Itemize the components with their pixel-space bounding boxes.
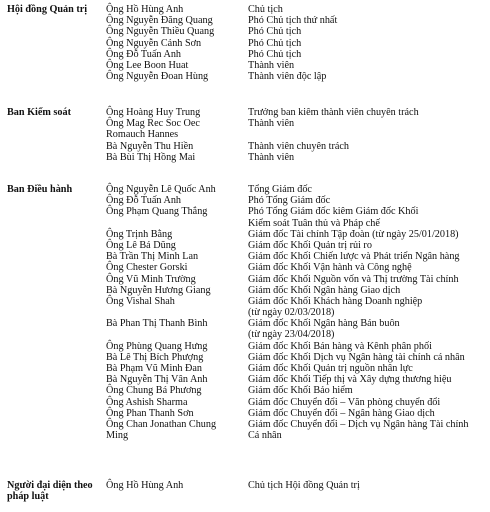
member-role: Thành viên độc lập — [248, 71, 327, 83]
member-role: Giám đốc Chuyển đổi – Văn phòng chuyển đổi — [248, 396, 441, 408]
member-role: Giám đốc Chuyển đổi – Ngân hàng Giao dịch — [248, 407, 435, 419]
member-role: Giám đốc Khối Ngân hàng Giao dịch — [248, 284, 401, 296]
member-name: Bà Nguyễn Hương Giang — [106, 284, 211, 296]
member-role: Thành viên chuyên trách — [248, 140, 349, 152]
member-row — [106, 262, 486, 273]
member-name: Ông Chester Gorski — [106, 262, 188, 274]
member-name: Ông Hoàng Huy Trung — [106, 107, 201, 118]
member-name: Ông Hồ Hùng Anh — [106, 480, 184, 491]
member-role: Giám đốc Khối Tiếp thị và Xây dựng thương hiệu — [248, 374, 452, 386]
member-role: Giám đốc Chuyển đổi – Dịch vụ Ngân hàng Tài chính — [248, 418, 469, 430]
member-name: Ông Phùng Quang Hưng — [106, 340, 208, 352]
section-title: Hội đồng Quản trị — [7, 4, 88, 15]
section-title: Ban Kiểm soát — [7, 107, 71, 118]
member-role: Phó Chủ tịch — [248, 26, 302, 38]
member-role: Giám đốc Khối Chiến lược và Phát triển Ngân hàng — [248, 251, 460, 263]
member-role: Thành viên — [248, 151, 295, 163]
member-name: Ông Hồ Hùng Anh — [106, 4, 184, 15]
member-row — [106, 38, 486, 49]
member-list — [106, 4, 486, 82]
member-role: Giám đốc Khối Bảo hiểm — [248, 385, 353, 397]
member-name: Romauch Hannes — [106, 129, 179, 141]
member-role: Thành viên — [248, 118, 295, 130]
member-row — [106, 206, 486, 217]
member-name: Ông Đỗ Tuấn Anh — [106, 195, 182, 207]
member-row — [106, 285, 486, 296]
member-name: Ming — [106, 430, 129, 442]
member-role: (từ ngày 02/03/2018) — [248, 307, 335, 319]
member-row — [106, 4, 486, 15]
member-row — [106, 107, 486, 118]
member-list — [106, 107, 486, 163]
member-name: Bà Phan Thị Thanh Bình — [106, 318, 208, 330]
member-role: Tổng Giám đốc — [248, 184, 312, 195]
member-row — [106, 307, 486, 318]
member-name: Bà Trần Thị Minh Lan — [106, 251, 199, 263]
member-role: Giám đốc Khối Khách hàng Doanh nghiệp — [248, 295, 423, 307]
member-name: Ông Vũ Minh Trường — [106, 273, 196, 285]
member-role: Phó Tổng Giám đốc kiêm Giám đốc Khối — [248, 206, 419, 218]
member-row — [106, 26, 486, 37]
member-row — [106, 240, 486, 251]
member-role: Chủ tịch — [248, 4, 283, 15]
member-row — [106, 430, 486, 441]
member-role: Giám đốc Khối Bán hàng và Kênh phân phối — [248, 340, 432, 352]
member-name: Ông Nguyễn Thiều Quang — [106, 26, 215, 38]
member-row — [106, 374, 486, 385]
member-name: Ông Lê Bá Dũng — [106, 239, 176, 251]
member-role: Phó Chủ tịch — [248, 37, 302, 49]
member-role: Giám đốc Khối Quản trị nguồn nhân lực — [248, 363, 413, 374]
member-role: Thành viên — [248, 59, 295, 71]
member-name: Bà Nguyễn Thu Hiền — [106, 140, 194, 152]
member-name: Ông Chan Jonathan Chung — [106, 418, 217, 430]
member-row — [106, 397, 486, 408]
member-name: Ông Lee Boon Huat — [106, 59, 189, 71]
member-row — [106, 318, 486, 329]
member-role: Giám đốc Khối Vận hành và Công nghệ — [248, 262, 412, 274]
member-row — [106, 229, 486, 240]
member-list — [106, 480, 486, 491]
member-name: Bà Phạm Vũ Minh Đan — [106, 363, 203, 374]
member-name: Ông Nguyễn Cảnh Sơn — [106, 37, 202, 49]
member-list — [106, 184, 486, 441]
member-role: Giám đốc Khối Nguồn vốn và Thị trường Tài chính — [248, 273, 459, 285]
member-name — [106, 218, 248, 229]
member-name: Ông Phạm Quang Thắng — [106, 206, 208, 218]
member-row — [106, 184, 486, 195]
member-name: Ông Nguyễn Đoan Hùng — [106, 71, 209, 83]
member-role: Phó Tổng Giám đốc — [248, 195, 331, 207]
member-row — [106, 129, 486, 140]
member-name: Ông Phan Thanh Sơn — [106, 407, 194, 419]
member-name: Ông Ashish Sharma — [106, 396, 188, 408]
member-row — [106, 329, 486, 340]
member-name — [106, 329, 248, 340]
member-row — [106, 71, 486, 82]
section-title: Người đại diện theo pháp luật — [7, 480, 93, 503]
member-name: Bà Bùi Thị Hồng Mai — [106, 151, 196, 163]
member-row — [106, 15, 486, 26]
member-row — [106, 363, 486, 374]
member-row — [106, 274, 486, 285]
member-role: Cá nhân — [248, 430, 282, 442]
member-name: Ông Trịnh Bằng — [106, 228, 173, 240]
member-row — [106, 385, 486, 396]
member-row — [106, 60, 486, 71]
member-role: Giám đốc Tài chính Tập đoàn (từ ngày 25/01/2018) — [248, 228, 459, 240]
member-row — [106, 480, 486, 491]
member-name: Ông Nguyễn Đăng Quang — [106, 15, 213, 27]
member-row — [106, 195, 486, 206]
member-row — [106, 218, 486, 229]
member-row — [106, 296, 486, 307]
member-row — [106, 152, 486, 163]
member-role: Giám đốc Khối Quản trị rủi ro — [248, 239, 372, 251]
member-row — [106, 341, 486, 352]
member-row — [106, 419, 486, 430]
member-role: Chủ tịch Hội đồng Quản trị — [248, 480, 360, 491]
member-row — [106, 141, 486, 152]
member-name: Ông Vishal Shah — [106, 295, 175, 307]
member-row — [106, 251, 486, 262]
member-row — [106, 352, 486, 363]
member-name: Ông Nguyễn Lê Quốc Anh — [106, 184, 216, 195]
member-name: Ông Chung Bá Phương — [106, 385, 202, 397]
section-title: Ban Điều hành — [7, 184, 73, 195]
member-name: Bà Lê Thị Bích Phượng — [106, 351, 204, 363]
member-name: Ông Mag Rec Soc Oec — [106, 118, 200, 130]
member-role: (từ ngày 23/04/2018) — [248, 329, 335, 341]
member-name: Bà Nguyễn Thị Vân Anh — [106, 374, 208, 386]
member-role: Phó Chủ tịch thứ nhất — [248, 15, 338, 27]
member-role: Trưởng ban kiêm thành viên chuyên trách — [248, 107, 419, 118]
member-role — [248, 129, 484, 140]
member-name — [106, 307, 248, 318]
member-role: Giám đốc Khối Dịch vụ Ngân hàng tài chính cá nhân — [248, 351, 465, 363]
member-row — [106, 408, 486, 419]
member-name: Ông Đỗ Tuấn Anh — [106, 48, 182, 60]
member-role: Kiểm soát Tuân thủ và Pháp chế — [248, 217, 380, 229]
member-role: Giám đốc Khối Ngân hàng Bán buôn — [248, 318, 400, 330]
member-role: Phó Chủ tịch — [248, 48, 302, 60]
member-row — [106, 118, 486, 129]
member-row — [106, 49, 486, 60]
